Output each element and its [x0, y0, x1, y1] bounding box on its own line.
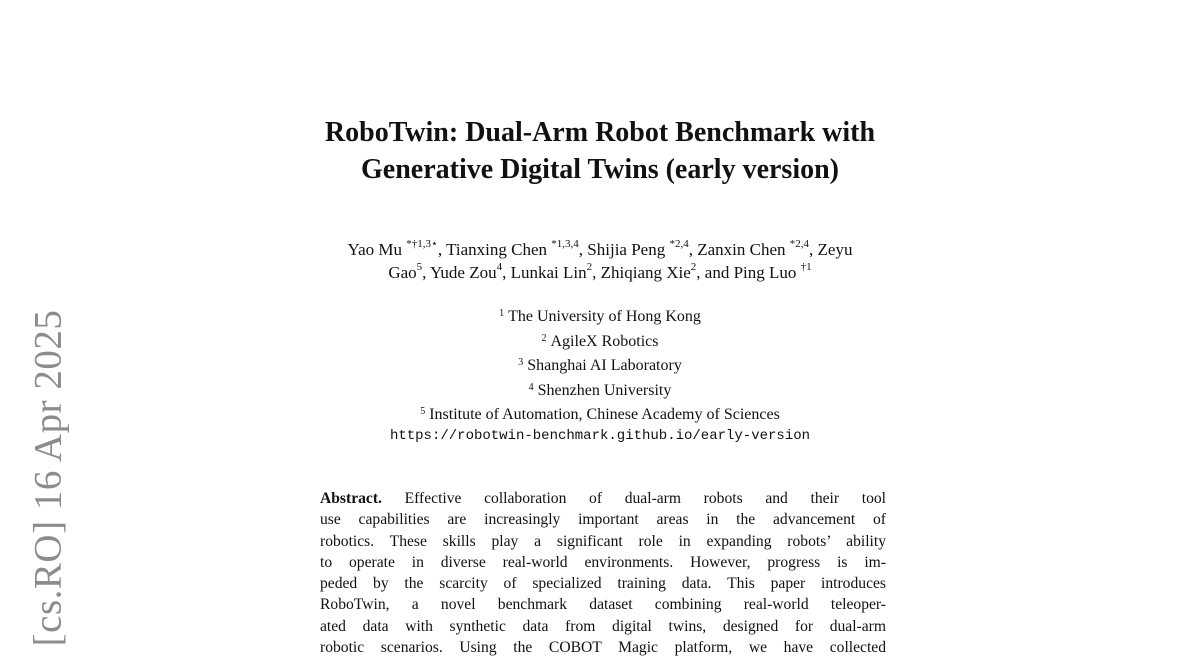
affiliation-number: 4: [528, 381, 534, 393]
author-affil-marks: 2: [586, 261, 593, 274]
affiliation-item: [0, 352, 1200, 377]
affiliation-name: Shanghai AI Laboratory: [527, 357, 682, 374]
author-separator: ,: [592, 263, 601, 282]
author-name: Yao Mu: [347, 240, 407, 259]
affiliation-item: [0, 328, 1200, 353]
author-separator: ,: [578, 240, 588, 259]
author-name: Ping Luo: [733, 263, 801, 282]
author-list: [0, 238, 1200, 284]
title-line-1: RoboTwin: Dual-Arm Robot Benchmark with: [324, 117, 876, 148]
affiliation-item: [0, 401, 1200, 426]
author-affil-marks: *1,3,4: [551, 238, 579, 251]
project-url-link[interactable]: https://robotwin-benchmark.github.io/early-version: [389, 427, 811, 444]
author-name: Zhiqiang Xie: [600, 263, 691, 282]
affiliation-name: Institute of Automation, Chinese Academy of Sciences: [429, 406, 780, 423]
affiliation-item: [0, 377, 1200, 402]
abstract-line: ated data with synthetic data from digital twins, designed for dual-arm: [320, 617, 886, 635]
author-name: Shijia Peng: [587, 240, 670, 259]
affiliation-number: 1: [499, 308, 505, 319]
affiliation-number: 2: [541, 332, 547, 344]
author-separator: , Zeyu: [809, 240, 853, 259]
abstract-line: robotic scenarios. Using the COBOT Magic platform, we have collected: [320, 639, 886, 657]
affiliation-name: AgileX Robotics: [550, 332, 659, 350]
affiliation-name: Shenzhen University: [537, 381, 672, 399]
affiliation-number: 5: [420, 406, 426, 417]
abstract-line: peded by the scarcity of specialized training data. This paper introduces: [320, 575, 886, 593]
abstract-line: to operate in diverse real-world environments. However, progress is im-: [320, 553, 886, 571]
abstract-line: RoboTwin, a novel benchmark dataset combining real-world teleoper-: [320, 596, 886, 614]
author-name: Gao: [388, 263, 417, 282]
abstract-text: Effective collaboration of dual-arm robots and their tool: [381, 490, 886, 507]
author-separator: ,: [437, 240, 447, 259]
author-separator: ,: [422, 263, 431, 282]
author-affil-marks: *†1,3⋆: [406, 238, 438, 251]
title-line-2: Generative Digital Twins (early version): [361, 154, 839, 185]
author-line-1: [0, 238, 1200, 261]
author-affil-marks: *2,4: [789, 238, 810, 251]
abstract-line: robotics. These skills play a significant role in expanding robots’ ability: [320, 532, 886, 550]
author-separator: ,: [502, 263, 511, 282]
abstract-line: use capabilities are increasingly important areas in the advancement of: [320, 511, 886, 529]
author-name: Yude Zou: [430, 263, 497, 282]
author-separator: , and: [696, 263, 734, 282]
author-affil-marks: †1: [800, 261, 812, 274]
author-affil-marks: 4: [496, 261, 503, 274]
author-affil-marks: *2,4: [669, 238, 689, 251]
author-name: Lunkai Lin: [510, 263, 587, 282]
affiliation-list: [0, 303, 1200, 447]
author-name: Tianxing Chen: [446, 240, 552, 259]
author-line-2: [0, 261, 1200, 284]
paper-title: [0, 114, 1200, 188]
author-affil-marks: 5: [416, 261, 423, 274]
affiliation-number: 3: [518, 357, 524, 368]
author-affil-marks: 2: [690, 261, 697, 274]
abstract-label: Abstract.: [320, 490, 382, 507]
affiliation-item: [0, 303, 1200, 328]
abstract: [320, 488, 886, 658]
author-separator: ,: [688, 240, 698, 259]
affiliation-name: The University of Hong Kong: [508, 308, 701, 325]
arxiv-identifier-stamp: [cs.RO] 16 Apr 2025: [26, 309, 70, 647]
author-name: Zanxin Chen: [697, 240, 790, 259]
abstract-line: [320, 488, 886, 509]
